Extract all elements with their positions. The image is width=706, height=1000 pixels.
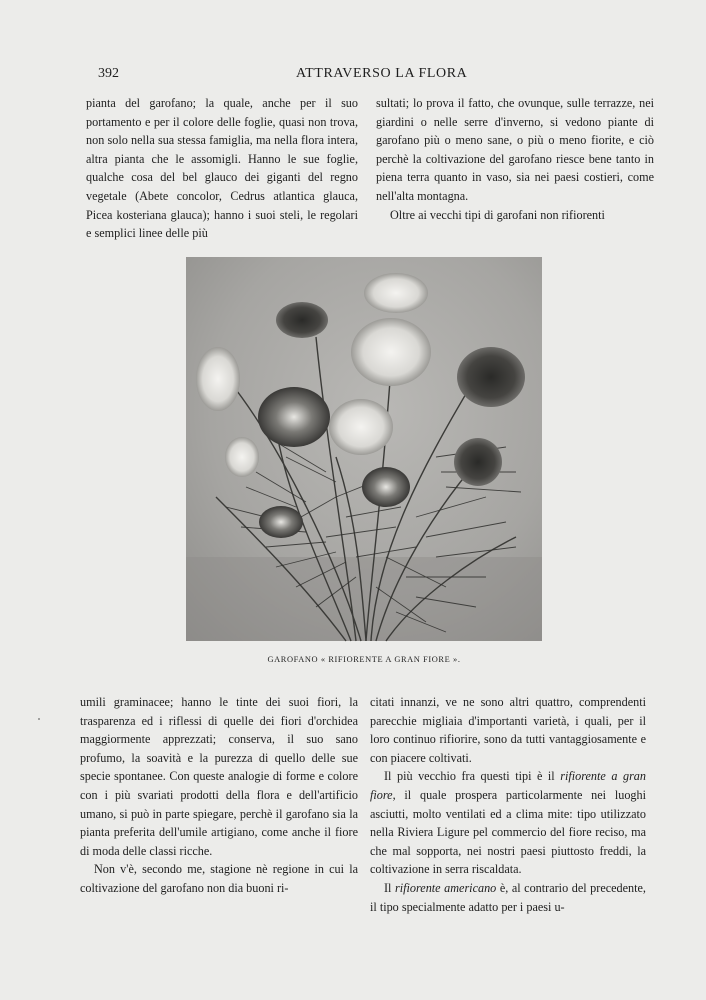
carnation-photograph	[186, 257, 542, 641]
paragraph: pianta del garofano; la quale, anche per il suo portamento e per il colore delle foglie, quasi non trova, non solo nella sua stessa famiglia, ma nella flora intera, altra pianta che le assomigli. Hanno le sue foglie, qualche cosa del bel glauco dei giganti del regno vegetale (Abete concolor, Cedrus atlantica glauca, Picea kosteriana glauca); hanno i suoi steli, le regolari e semplici linee delle più	[86, 96, 358, 241]
page-number: 392	[98, 66, 119, 81]
paragraph: Non v'è, secondo me, stagione nè regione in cui la coltivazione del garofano non dia buoni ri-	[80, 862, 358, 895]
text-run: è, al contrario del precedente, il tipo specialmente adatto per i paesi u-	[370, 880, 646, 914]
italic-term: rifiorente a gran fiore,	[370, 769, 646, 802]
running-title: ATTRAVERSO LA FLORA	[296, 66, 468, 81]
paragraph: umili graminacee; hanno le tinte dei suoi fiori, la trasparenza ed i riflessi di quelle dei fiori d'orchidea maggiormente apprezzati; conserva, il suo sano profumo, la soavità e la purezza di quello delle sue specie spontanee. Con queste analogie di forme e colore con i più svariati prodotti della flora e dell'artificio umano, si può in parte spiegare, perchè il garofano sia la pianta preferita dell'umile artigiano, come anche il fiore di moda delle classi ricche.	[80, 695, 358, 858]
paragraph: Oltre ai vecchi tipi di garofani non rifiorenti	[390, 207, 605, 222]
text-run: Il	[384, 880, 395, 895]
paragraph	[370, 879, 646, 916]
text-column-bottom-left	[80, 693, 358, 893]
text-column-top-right	[376, 94, 654, 244]
text-column-top-left	[86, 94, 358, 244]
paper-speck	[38, 718, 40, 720]
text-run: Il più vecchio fra questi tipi è il	[384, 769, 561, 784]
paragraph	[370, 767, 646, 879]
paragraph: sultati; lo prova il fatto, che ovunque, sulle terrazze, nei giardini o nelle serre d'inverno, si vedono piante di garofano più o meno sane, o più o meno fiorite, e ciò perchè la coltivazione del garofano riesce bene tanto in piena terra quanto in vaso, sia nei paesi costieri, come nell'alta montagna.	[376, 96, 654, 203]
text-column-bottom-right	[370, 693, 646, 914]
text-run: il quale prospera particolarmente nei luoghi asciutti, molto ventilati ed a clima mite: tipo utilizzato nella Riviera Ligure pel commercio del fiore reciso, ma che mal sopporta, nei nostri paesi piuttosto freddi, la coltivazione in serra riscaldata.	[370, 787, 646, 877]
italic-term: rifiorente americano	[395, 880, 497, 895]
figure-caption: GAROFANO « RIFIORENTE A GRAN FIORE ».	[267, 655, 461, 664]
paragraph: citati innanzi, ve ne sono altri quattro, comprendenti parecchie migliaia d'importanti varietà, i quali, per il loro continuo rifiorire, sono da tutti vantaggiosamente e con piacere coltivati.	[370, 695, 646, 765]
